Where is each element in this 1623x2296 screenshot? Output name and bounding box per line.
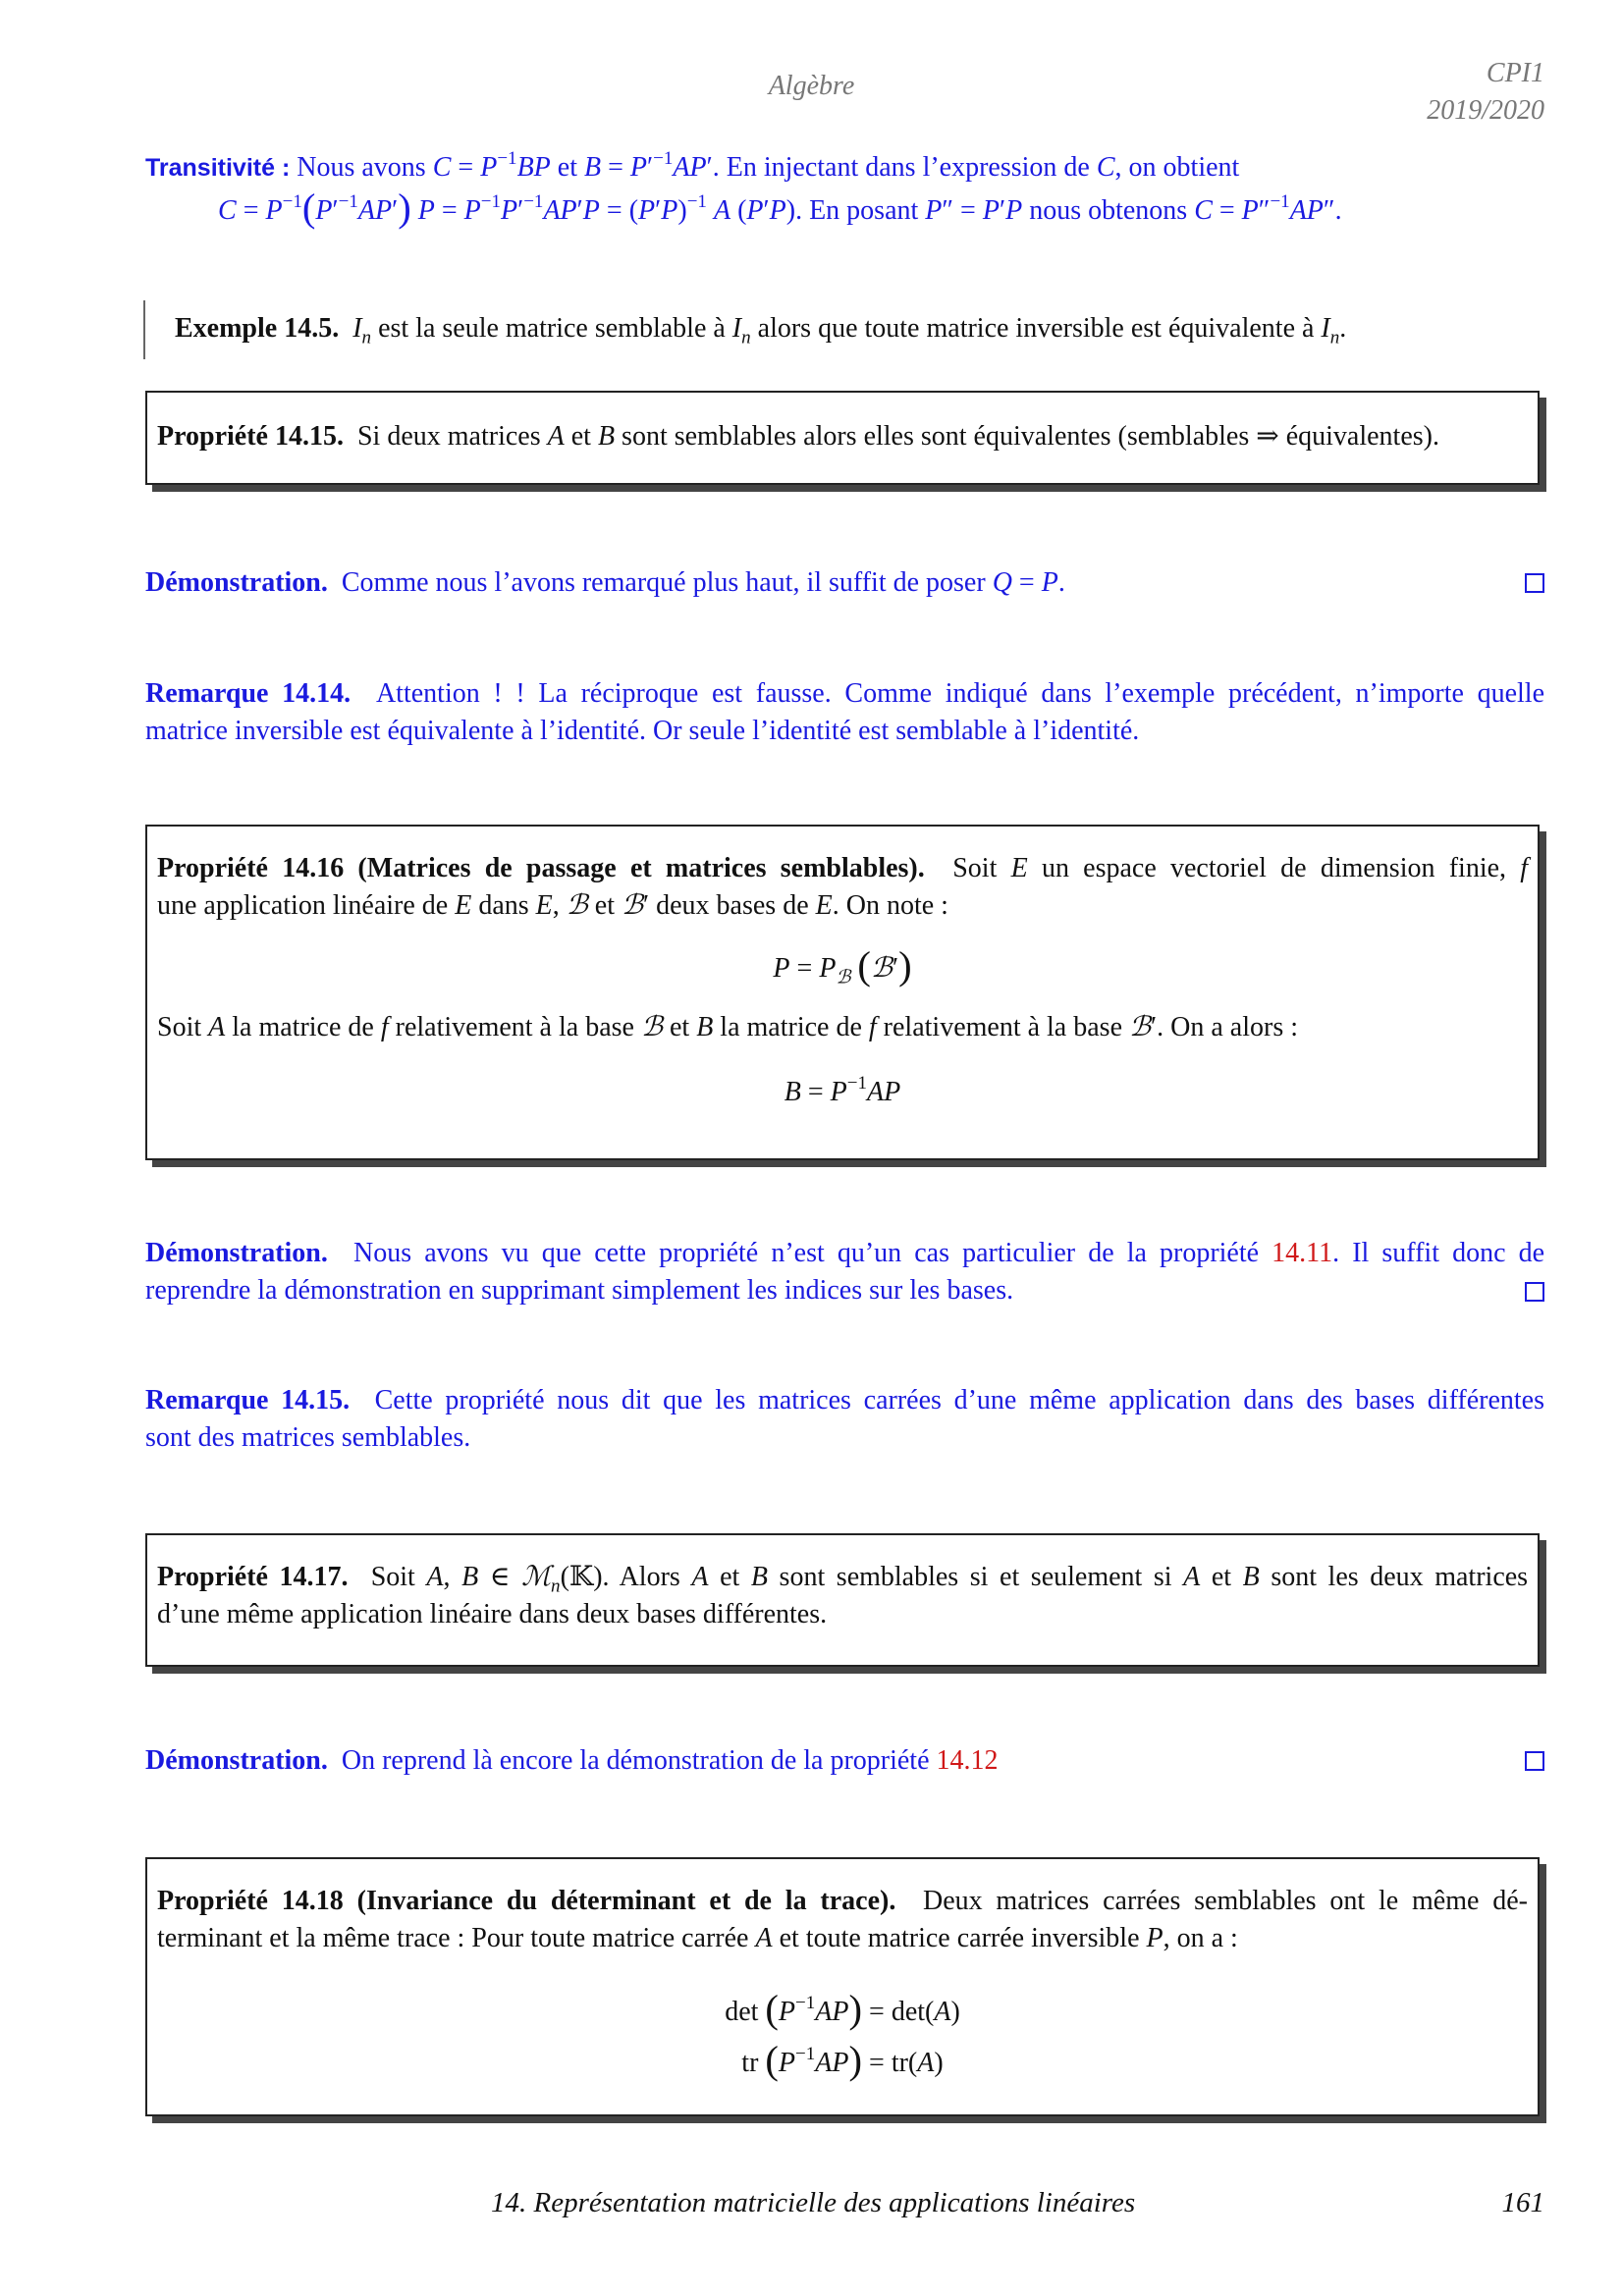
example-label: Exemple 14.5. [175,313,340,344]
header-year: 2019/2020 [1427,95,1544,126]
demonstration-1: Démonstration. Comme nous l’avons remarqué plus haut, il suffit de poser Q = P. [145,567,1065,598]
property-14-18-box: Propriété 14.18 (Invariance du déterminant et de la trace). Deux matrices carrées semblables ont le même dé- terminant et la même trace : Pour toute matrice carrée A et toute matrice carrée inversible P, on a : $\det (P^{-1}AP) = \det(A)$ tr $(P^{-1}AP) = tr(A)$ [145,1857,1540,2116]
qed-square [1525,1751,1544,1771]
page-number: 161 [1501,2187,1544,2218]
property-14-18-label: Propriété 14.18 (Invariance du déterminant et de la trace). [157,1886,896,1916]
ref-14-11[interactable]: 14.11 [1271,1238,1333,1268]
header-title: Algèbre [768,71,855,101]
example-margin-rule [143,300,145,359]
header-meta [1427,55,1544,130]
remark-label: Remarque 14.14. [145,678,352,709]
property-14-16-box: Propriété 14.16 (Matrices de passage et matrices semblables). Soit E un espace vectoriel de dimension finie, f une application linéaire de E dans E, ℬ et ℬ′ deux bases de E. On note : $P = P_ℬ$ (ℬ′) Soit A la matrice de f relativement à la base ℬ et B la matrice de f relativement à la base ℬ′. On a alors : $B = P^{-1}AP$ [145,825,1540,1160]
property-14-17-label: Propriété 14.17. [157,1562,349,1592]
formula-passage-matrix: $P = P_ℬ$ (ℬ′) [773,943,912,988]
transitivite-line-2: $C = P^{-1}(P'^{-1}AP') P = P^{-1}P'^{-1}AP'P = (P'P)^{-1}$ A (P′P). En posant P″ = P′P nous obtenons C = P″$^{-1}$AP″. [218,186,1342,231]
ref-14-12[interactable]: 14.12 [936,1745,999,1776]
header-course: CPI1 [1486,58,1544,88]
transitivite-line-1: Transitivité : Nous avons $C = P^{-1}BP$ et $B = P'^{-1}AP'$. En injectant dans l’expression de C, on obtient [145,147,1240,183]
example-14-5: Exemple 14.5. $I_n$ est la seule matrice semblable à $I_n$ alors que toute matrice inversible est équivalente à $I_n$. [175,313,1347,348]
qed-square [1525,1282,1544,1302]
footer-chapter: 14. Représentation matricielle des applications linéaires [491,2187,1136,2218]
property-14-15-box: Propriété 14.15. Si deux matrices A et B sont semblables alors elles sont équivalentes (semblables ⇒ équivalentes). [145,391,1540,485]
demonstration-label: Démonstration. [145,567,328,598]
qed-square [1525,573,1544,593]
remark-14-14: Remarque 14.14. Attention ! ! La réciproque est fausse. Comme indiqué dans l’exemple précédent, n’importe quelle matrice inversible est équivalente à l’identité. Or seule l’identité est semblable à l’identité. [145,678,1544,746]
formula-trace: tr $(P^{-1}AP) = tr(A)$ [741,2038,944,2083]
property-14-15-label: Propriété 14.15. [157,421,344,452]
demonstration-2: Démonstration. Nous avons vu que cette propriété n’est qu’un cas particulier de la propriété 14.11. Il suffit donc de reprendre la démonstration en supprimant simplement les indices sur les bases. [145,1238,1545,1306]
formula-similar-matrices: $B = P^{-1}AP$ [784,1072,901,1107]
remark-14-15: Remarque 14.15. Cette propriété nous dit que les matrices carrées d’une même application dans des bases différentes sont des matrices semblables. [145,1385,1544,1453]
demonstration-3: Démonstration. On reprend là encore la démonstration de la propriété 14.12 [145,1745,999,1776]
formula-invariance [157,1987,1528,2089]
transitivite-label: Transitivité : [145,154,291,182]
formula-determinant: $\det (P^{-1}AP) = \det(A)$ [725,1987,960,2032]
property-14-17-box: Propriété 14.17. Soit A, B ∈ ℳ$_n$(𝕂). Alors A et B sont semblables si et seulement si A et B sont les deux matrices d’une même application linéaire dans deux bases différentes. [145,1533,1540,1667]
property-14-16-label: Propriété 14.16 (Matrices de passage et matrices semblables). [157,853,925,883]
